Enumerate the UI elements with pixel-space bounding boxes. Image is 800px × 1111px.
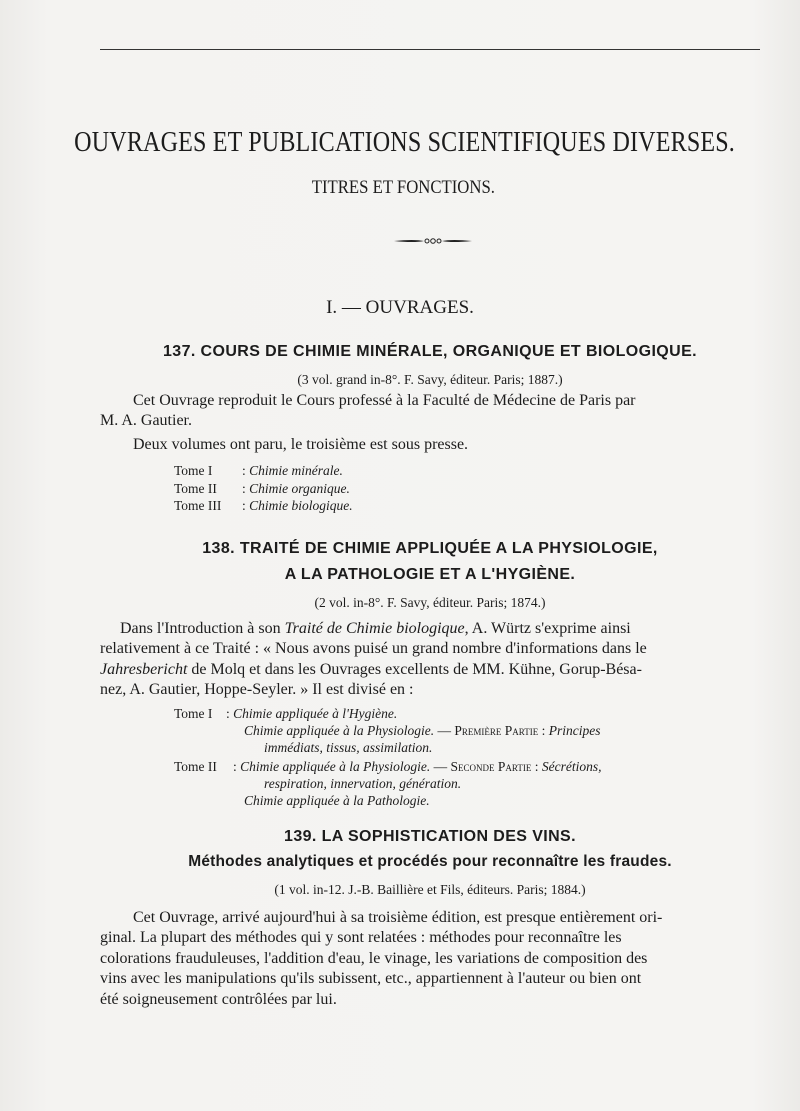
jahresbericht-title: Jahresbericht (100, 661, 188, 678)
dash: — (430, 759, 451, 774)
main-title: OUVRAGES ET PUBLICATIONS SCIENTIFIQUES DIVERSES. (74, 126, 735, 158)
part-title: Principes (548, 723, 601, 738)
entry-139-para-line4: vins avec les manipulations qu'ils subissent, etc., appartiennent à l'auteur ou bien ont (100, 970, 642, 987)
header-rule (100, 49, 760, 50)
part-label: Seconde Partie (450, 759, 532, 774)
tome-sep: : (226, 706, 230, 721)
entry-139-biblio: (1 vol. in-12. J.-B. Baillière et Fils, éditeurs. Paris; 1884.) (274, 882, 586, 897)
sub-title: TITRES ET FONCTIONS. (311, 177, 495, 198)
entry-137-biblio: (3 vol. grand in-8°. F. Savy, éditeur. Paris; 1887.) (297, 372, 563, 387)
part-title-cont: respiration, innervation, génération. (264, 776, 462, 791)
tome-title: Chimie appliquée à l'Hygiène. (233, 706, 398, 721)
entry-137-tome-list (174, 462, 353, 515)
entry-138-title-line1: 138. TRAITÉ DE CHIMIE APPLIQUÉE A LA PHYSIOLOGIE, (202, 540, 658, 557)
entry-138-tome2-c (244, 793, 430, 809)
tome-title: Chimie appliquée à la Physiologie. (240, 759, 431, 774)
tome-label: Tome II (174, 480, 217, 496)
colon: : (538, 723, 549, 738)
entry-139-para-line5: été soigneusement contrôlées par lui. (100, 991, 337, 1008)
part-label: Première Partie (454, 723, 539, 738)
tome-title: Chimie biologique. (249, 498, 353, 513)
part-title-cont: immédiats, tissus, assimilation. (264, 740, 433, 755)
tome-label: Tome II (174, 759, 217, 774)
entry-138-line3 (100, 661, 642, 679)
entry-138-tome2-b (264, 776, 461, 792)
entry-138-line4: nez, A. Gautier, Hoppe-Seyler. » Il est divisé en : (100, 681, 414, 698)
entry-139-para-line3: colorations frauduleuses, l'addition d'eau, le vinage, les variations de composition des (100, 950, 648, 967)
tome-title: Chimie organique. (249, 480, 350, 496)
ornament-divider-icon (394, 236, 472, 246)
tome-sep: : (242, 463, 246, 478)
tome-label: Tome I (174, 706, 213, 721)
entry-138-intro (120, 620, 631, 638)
entry-138-tome1 (174, 706, 397, 722)
tome-row (174, 480, 353, 498)
entry-138-line2: relativement à ce Traité : « Nous avons puisé un grand nombre d'informations dans le (100, 640, 647, 657)
section-title: I. — OUVRAGES. (326, 297, 474, 318)
intro-text-a: Dans l'Introduction à son (120, 620, 285, 637)
entry-138-tome2 (174, 759, 601, 775)
tome-label: Tome I (174, 463, 213, 478)
line3-text: de Molq et dans les Ouvrages excellents de MM. Kühne, Gorup-Bésa- (187, 661, 642, 678)
tome-label: Tome III (174, 498, 222, 513)
entry-138-tome1-c (264, 740, 432, 756)
entry-137-para1-line2: M. A. Gautier. (100, 412, 192, 429)
tome-sep: : (242, 480, 246, 496)
intro-book-title: Traité de Chimie biologique (284, 620, 465, 637)
tome-subtitle: Chimie appliquée à la Physiologie. (244, 723, 435, 738)
tome-sep: : (233, 759, 237, 774)
dash: — (434, 723, 455, 738)
entry-138-title-line2: A LA PATHOLOGIE ET A L'HYGIÈNE. (284, 566, 576, 583)
tome-sep: : (242, 498, 246, 513)
part-title: Sécrétions, (541, 759, 602, 774)
tome-row (174, 497, 353, 515)
colon: : (531, 759, 542, 774)
entry-137-para1-line1: Cet Ouvrage reproduit le Cours professé à la Faculté de Médecine de Paris par (133, 392, 636, 409)
entry-139-title: 139. LA SOPHISTICATION DES VINS. (284, 828, 576, 845)
tome-row (174, 462, 353, 480)
entry-137-para2: Deux volumes ont paru, le troisième est sous presse. (133, 436, 469, 453)
tome-title: Chimie minérale. (249, 463, 343, 478)
entry-138-biblio: (2 vol. in-8°. F. Savy, éditeur. Paris; 1874.) (314, 595, 546, 610)
entry-137-title: 137. COURS DE CHIMIE MINÉRALE, ORGANIQUE ET BIOLOGIQUE. (162, 343, 698, 360)
entry-139-para-line1: Cet Ouvrage, arrivé aujourd'hui à sa troisième édition, est presque entièrement ori- (133, 909, 663, 926)
intro-text-c: , A. Würtz s'exprime ainsi (464, 620, 631, 637)
tome-subtitle: Chimie appliquée à la Pathologie. (244, 793, 430, 808)
entry-139-para-line2: ginal. La plupart des méthodes qui y sont relatées : méthodes pour reconnaître les (100, 929, 622, 946)
entry-139-subtitle: Méthodes analytiques et procédés pour reconnaître les fraudes. (188, 853, 672, 870)
entry-138-tome1-b (244, 723, 600, 739)
